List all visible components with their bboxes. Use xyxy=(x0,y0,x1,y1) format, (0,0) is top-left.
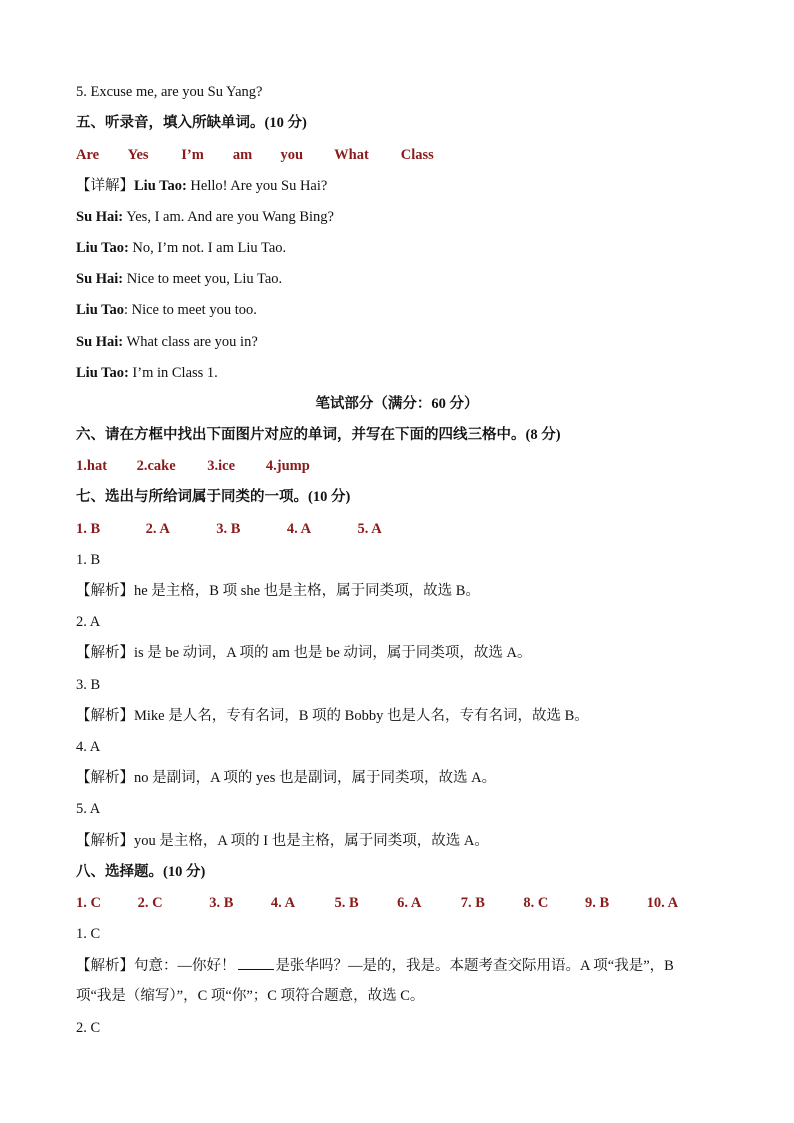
item-explanation: 【解析】he 是主格，B 项 she 也是主格，属于同类项，故选 B。 xyxy=(76,583,480,599)
item-explanation xyxy=(76,955,734,976)
item-number: 2. C xyxy=(76,1020,101,1036)
section-7-title: 七、选出与所给词属于同类的一项。(10 分) xyxy=(76,489,351,505)
answer-choice: 5. A xyxy=(357,521,382,537)
answer-word: What xyxy=(334,147,369,163)
blank-line xyxy=(238,955,274,970)
speaker: Liu Tao: xyxy=(76,240,129,256)
answer-choice: 10. A xyxy=(646,895,679,911)
item-explanation: 【解析】Mike 是人名，专有名词，B 项的 Bobby 也是人名，专有名词，故选 B。 xyxy=(76,708,589,724)
answer-choice: 8. C xyxy=(523,895,549,911)
answer-word: you xyxy=(280,147,304,163)
dialogue-text: Nice to meet you, Liu Tao. xyxy=(123,271,283,287)
answer-word: 3.ice xyxy=(207,458,236,474)
dialogue-line xyxy=(76,238,734,258)
answer-word: Are xyxy=(76,147,100,163)
speaker: Liu Tao: xyxy=(134,178,187,194)
section-5-title: 五、听录音，填入所缺单词。(10 分) xyxy=(76,115,307,131)
item-number: 4. A xyxy=(76,739,101,755)
dialogue-line xyxy=(76,207,734,227)
section-8-title: 八、选择题。(10 分) xyxy=(76,864,206,880)
dialogue-line xyxy=(76,269,734,289)
explain-text: 【解析】句意：—你好！ xyxy=(76,958,236,974)
dialogue-text: I’m in Class 1. xyxy=(128,365,218,381)
answer-choice: 6. A xyxy=(397,895,422,911)
answer-word: Class xyxy=(400,147,434,163)
section-5-answers xyxy=(76,145,734,165)
dialogue-text: : Nice to meet you too. xyxy=(123,302,257,318)
answer-choice: 1. C xyxy=(76,895,101,911)
speaker: Su Hai: xyxy=(76,209,124,225)
answer-choice: 7. B xyxy=(460,895,485,911)
dialogue-line xyxy=(76,176,734,196)
answer-choice: 3. B xyxy=(209,895,234,911)
explain-text: 是张华吗？—是的，我是。本题考查交际用语。A 项“我是”，B xyxy=(275,958,674,974)
dialogue-line xyxy=(76,363,734,383)
answer-choice: 4. A xyxy=(286,521,312,537)
speaker: Su Hai: xyxy=(76,271,124,287)
dialogue-line xyxy=(76,300,734,320)
item-number: 1. C xyxy=(76,926,101,942)
item-explanation: 【解析】is 是 be 动词，A 项的 am 也是 be 动词，属于同类项，故选 A。 xyxy=(76,645,532,661)
answer-word: 4.jump xyxy=(265,458,310,474)
answer-choice: 5. B xyxy=(334,895,359,911)
dialogue-text: Yes, I am. And are you Wang Bing? xyxy=(123,209,334,225)
q-item-5: 5. Excuse me, are you Su Yang? xyxy=(76,84,263,100)
item-number: 5. A xyxy=(76,801,101,817)
section-8-answers xyxy=(76,893,734,913)
answer-word: am xyxy=(232,147,253,163)
answer-choice: 4. A xyxy=(270,895,296,911)
item-number: 3. B xyxy=(76,677,101,693)
answer-word: Yes xyxy=(127,147,149,163)
item-number: 2. A xyxy=(76,614,101,630)
item-explanation: 【解析】no 是副词，A 项的 yes 也是副词，属于同类项，故选 A。 xyxy=(76,770,497,786)
answer-choice: 3. B xyxy=(216,521,241,537)
speaker: Su Hai: xyxy=(76,334,124,350)
answer-choice: 1. B xyxy=(76,521,101,537)
section-7-answers xyxy=(76,519,734,539)
dialogue-text: What class are you in? xyxy=(123,334,258,350)
dialogue-line xyxy=(76,332,734,352)
answer-word: 1.hat xyxy=(76,458,108,474)
answer-word: 2.cake xyxy=(136,458,176,474)
item-explanation: 【解析】you 是主格，A 项的 I 也是主格，属于同类项，故选 A。 xyxy=(76,833,489,849)
answer-choice: 2. C xyxy=(137,895,163,911)
item-number: 1. B xyxy=(76,552,101,568)
speaker: Liu Tao: xyxy=(76,365,129,381)
written-part-heading: 笔试部分（满分：60 分） xyxy=(315,396,479,412)
section-6-title: 六、请在方框中找出下面图片对应的单词，并写在下面的四线三格中。(8 分) xyxy=(76,427,561,443)
dialogue-text: No, I’m not. I am Liu Tao. xyxy=(128,240,287,256)
answer-choice: 9. B xyxy=(585,895,610,911)
section-6-answers xyxy=(76,456,734,476)
explain-tag: 【详解】 xyxy=(76,178,134,194)
answer-choice: 2. A xyxy=(145,521,170,537)
answer-word: I’m xyxy=(181,147,204,163)
dialogue-text: Hello! Are you Su Hai? xyxy=(186,178,328,194)
item-explanation-cont: 项“我是（缩写）”，C 项“你”；C 项符合题意，故选 C。 xyxy=(76,988,425,1004)
speaker: Liu Tao xyxy=(76,302,124,318)
